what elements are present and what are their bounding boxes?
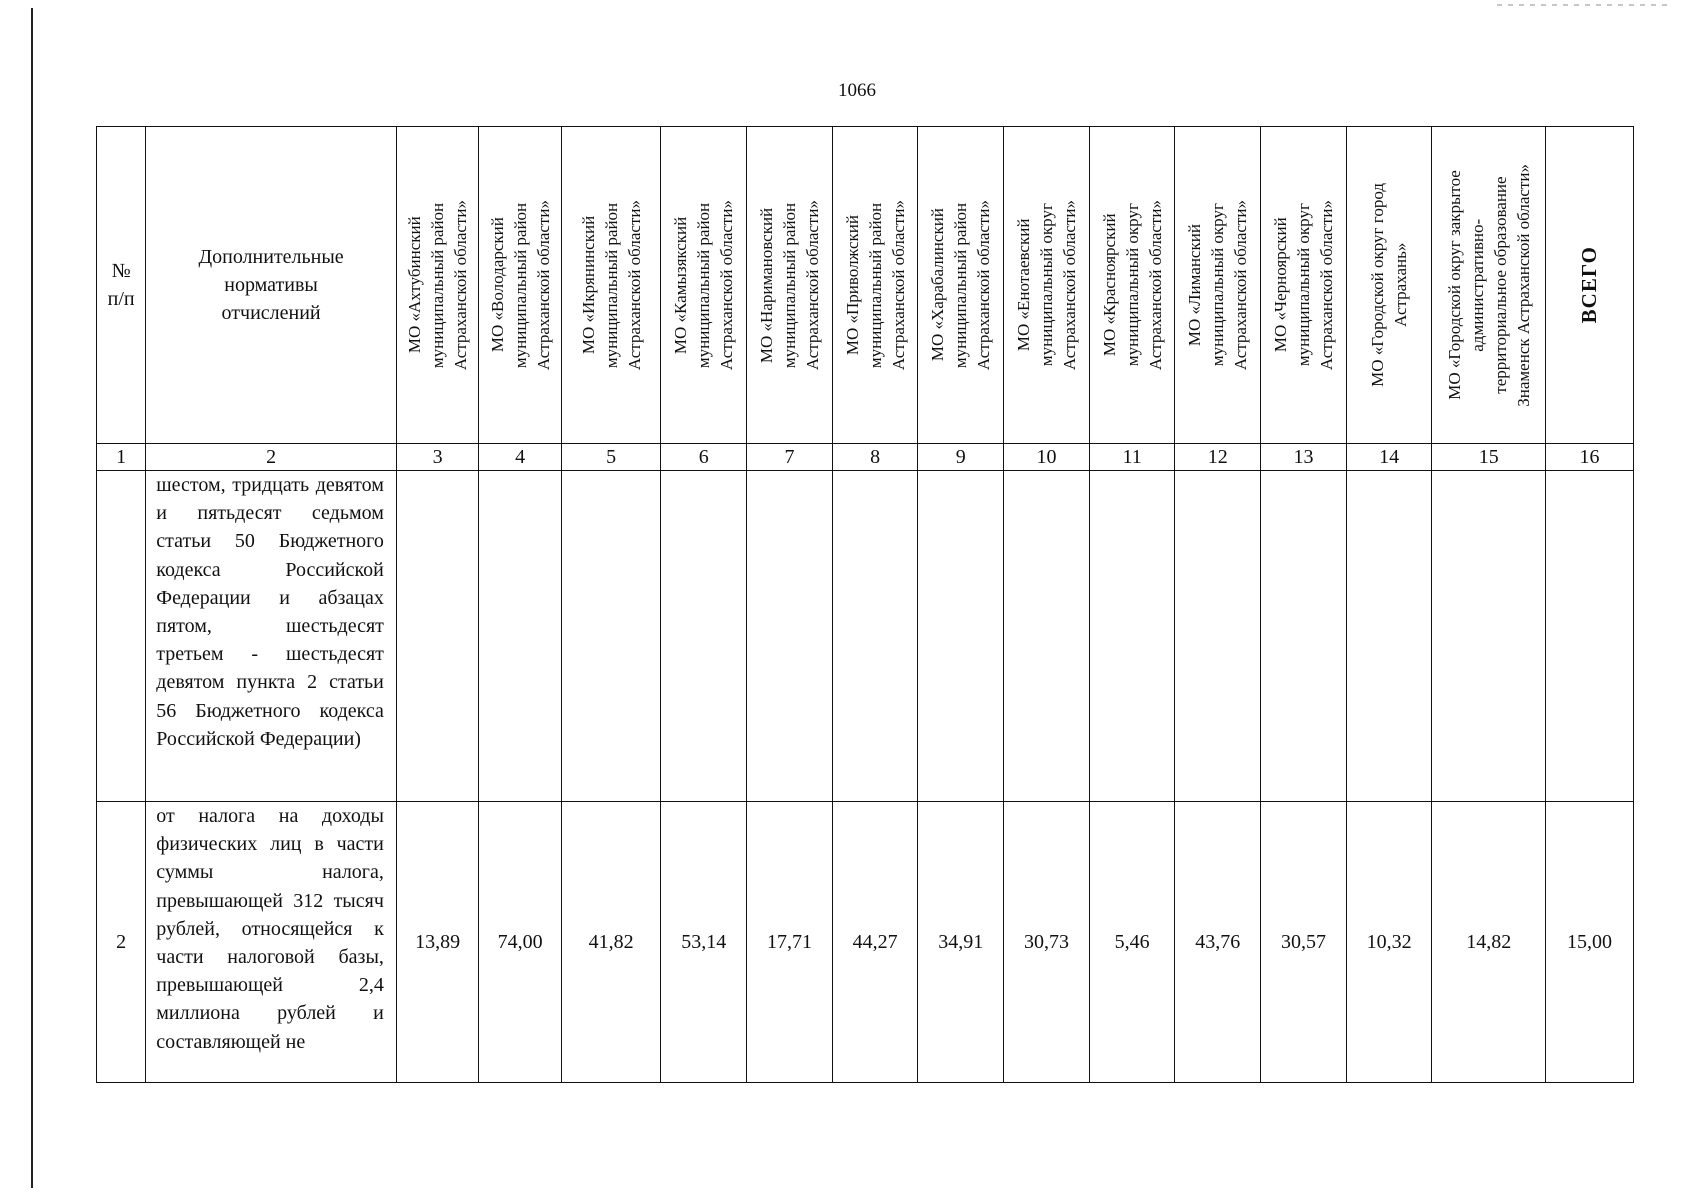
- header-municipality-3: [396, 127, 478, 444]
- norms-table: [96, 126, 1634, 1083]
- header-municipality-label: [1443, 164, 1535, 407]
- row-value: 13,89: [396, 802, 478, 1083]
- header-line: МО «Камызякский: [671, 216, 691, 354]
- row-value: 34,91: [918, 802, 1004, 1083]
- header-no: [97, 127, 146, 444]
- header-line: муниципальный район: [951, 202, 971, 368]
- column-number: 2: [146, 444, 397, 471]
- header-municipality-7: [747, 127, 833, 444]
- continuation-empty-cell: [561, 471, 661, 802]
- header-line: Астрахань»: [1391, 242, 1411, 328]
- row-number: 2: [97, 802, 146, 1083]
- header-municipality-label: [1183, 200, 1252, 370]
- continuation-text: шестом, тридцать девятом и пятьдесят седьмом статьи 50 Бюджетного кодекса Российской Федерации и абзацах пятом, шестьдесят третьем - шестьдесят девятом пункта 2 статьи 56 Бюджетного кодекса Российской Федерации): [146, 471, 397, 802]
- continuation-empty-cell: [1432, 471, 1546, 802]
- row-value: 17,71: [747, 802, 833, 1083]
- header-description: [146, 127, 397, 444]
- row-value: 41,82: [561, 802, 661, 1083]
- header-line: Астраханской области»: [802, 199, 822, 371]
- table-row: [97, 802, 1634, 1083]
- column-number: 8: [832, 444, 918, 471]
- header-line: МО «Городской округ город: [1368, 183, 1388, 387]
- continuation-empty-cell: [1175, 471, 1261, 802]
- row-value: 14,82: [1432, 802, 1546, 1083]
- continuation-no-cell: [97, 471, 146, 802]
- header-municipality-13: [1261, 127, 1347, 444]
- header-line: муниципальный округ: [1122, 203, 1142, 367]
- continuation-empty-cell: [1004, 471, 1090, 802]
- continuation-empty-cell: [1261, 471, 1347, 802]
- header-line: МО «Приволжский: [842, 214, 862, 356]
- header-municipality-label: [926, 200, 995, 370]
- header-municipality-14: [1346, 127, 1432, 444]
- header-municipality-6: [661, 127, 747, 444]
- header-municipality-12: [1175, 127, 1261, 444]
- header-line: Астраханской области»: [624, 199, 644, 371]
- column-number: 12: [1175, 444, 1261, 471]
- column-number: 5: [561, 444, 661, 471]
- header-total: [1546, 127, 1634, 444]
- continuation-empty-cell: [661, 471, 747, 802]
- header-line: Астраханской области»: [717, 199, 737, 371]
- header-line: МО «Городской округ закрытое: [1444, 170, 1464, 400]
- row-value: 10,32: [1346, 802, 1432, 1083]
- header-line: муниципальный район: [779, 202, 799, 368]
- header-line: МО «Енотаевский: [1013, 218, 1033, 352]
- header-municipality-9: [918, 127, 1004, 444]
- row-value: 43,76: [1175, 802, 1261, 1083]
- header-municipality-label: [1366, 183, 1412, 387]
- header-line: МО «Володарский: [487, 217, 507, 353]
- row-value: 44,27: [832, 802, 918, 1083]
- column-number: 3: [396, 444, 478, 471]
- header-line: административно-: [1467, 218, 1487, 352]
- header-municipality-label: [669, 200, 738, 370]
- header-line: МО «Икрянинский: [578, 215, 598, 355]
- scan-artifact: [1497, 4, 1667, 6]
- header-municipality-15: [1432, 127, 1546, 444]
- continuation-empty-cell: [1089, 471, 1175, 802]
- header-line: муниципальный округ: [1293, 203, 1313, 367]
- column-number: 1: [97, 444, 146, 471]
- header-line: муниципальный район: [865, 202, 885, 368]
- header-municipality-label: [1269, 200, 1338, 370]
- header-municipality-label: [486, 200, 555, 370]
- row-value: 53,14: [661, 802, 747, 1083]
- header-line: муниципальный округ: [1036, 203, 1056, 367]
- header-municipality-label: [755, 200, 824, 370]
- continuation-empty-cell: [1546, 471, 1634, 802]
- header-line: муниципальный район: [601, 202, 621, 368]
- header-line: муниципальный округ: [1208, 203, 1228, 367]
- page-number: 1066: [838, 80, 876, 101]
- row-value: 5,46: [1089, 802, 1175, 1083]
- header-line: Астраханской области»: [451, 199, 471, 371]
- column-number: 15: [1432, 444, 1546, 471]
- header-line: Знаменск Астраханской области»: [1513, 163, 1533, 407]
- row-value: 30,73: [1004, 802, 1090, 1083]
- binding-line: [31, 8, 33, 1188]
- row-description: от налога на доходы физических лиц в части суммы налога, превышающей 312 тысяч рублей, относящейся к части налоговой базы, превышающей 2,4 миллиона рублей и составляющей не: [146, 802, 397, 1083]
- header-municipality-label: [841, 200, 910, 370]
- header-line: Астраханской области»: [1145, 199, 1165, 371]
- header-line: МО «Черноярский: [1270, 217, 1290, 353]
- header-description-label: Дополнительные нормативы отчислений: [198, 246, 344, 324]
- header-line: муниципальный район: [510, 202, 530, 368]
- header-total-label: ВСЕГО: [1577, 246, 1601, 324]
- header-municipality-label: [1098, 200, 1167, 370]
- continuation-empty-cell: [1346, 471, 1432, 802]
- header-municipality-label: [403, 200, 472, 370]
- header-municipality-11: [1089, 127, 1175, 444]
- header-line: МО «Красноярский: [1099, 213, 1119, 357]
- continuation-empty-cell: [918, 471, 1004, 802]
- header-no-label: № п/п: [107, 260, 135, 310]
- column-number-row: [97, 444, 1634, 471]
- continuation-empty-cell: [747, 471, 833, 802]
- column-number: 9: [918, 444, 1004, 471]
- header-line: МО «Ахтубинский: [405, 216, 425, 354]
- column-number: 4: [479, 444, 561, 471]
- header-line: Астраханской области»: [888, 199, 908, 371]
- header-municipality-8: [832, 127, 918, 444]
- header-municipality-label: [1012, 200, 1081, 370]
- continuation-row: [97, 471, 1634, 802]
- header-municipality-4: [479, 127, 561, 444]
- header-line: Астраханской области»: [1316, 199, 1336, 371]
- continuation-empty-cell: [479, 471, 561, 802]
- header-municipality-10: [1004, 127, 1090, 444]
- header-municipality-label: [577, 200, 646, 370]
- continuation-empty-cell: [396, 471, 478, 802]
- row-value: 15,00: [1546, 802, 1634, 1083]
- header-line: территориальное образование: [1490, 176, 1510, 394]
- column-number: 6: [661, 444, 747, 471]
- header-line: Астраханской области»: [1231, 199, 1251, 371]
- header-line: МО «Харабалинский: [928, 208, 948, 362]
- header-line: МО «Лиманский: [1185, 223, 1205, 347]
- column-number: 13: [1261, 444, 1347, 471]
- header-line: муниципальный район: [428, 202, 448, 368]
- header-line: МО «Наримановский: [756, 207, 776, 363]
- header-row: [97, 127, 1634, 444]
- column-number: 11: [1089, 444, 1175, 471]
- header-municipality-5: [561, 127, 661, 444]
- continuation-empty-cell: [832, 471, 918, 802]
- header-line: муниципальный район: [694, 202, 714, 368]
- header-line: Астраханской области»: [974, 199, 994, 371]
- row-value: 74,00: [479, 802, 561, 1083]
- column-number: 14: [1346, 444, 1432, 471]
- column-number: 7: [747, 444, 833, 471]
- column-number: 10: [1004, 444, 1090, 471]
- header-line: Астраханской области»: [1059, 199, 1079, 371]
- column-number: 16: [1546, 444, 1634, 471]
- header-line: Астраханской области»: [533, 199, 553, 371]
- row-value: 30,57: [1261, 802, 1347, 1083]
